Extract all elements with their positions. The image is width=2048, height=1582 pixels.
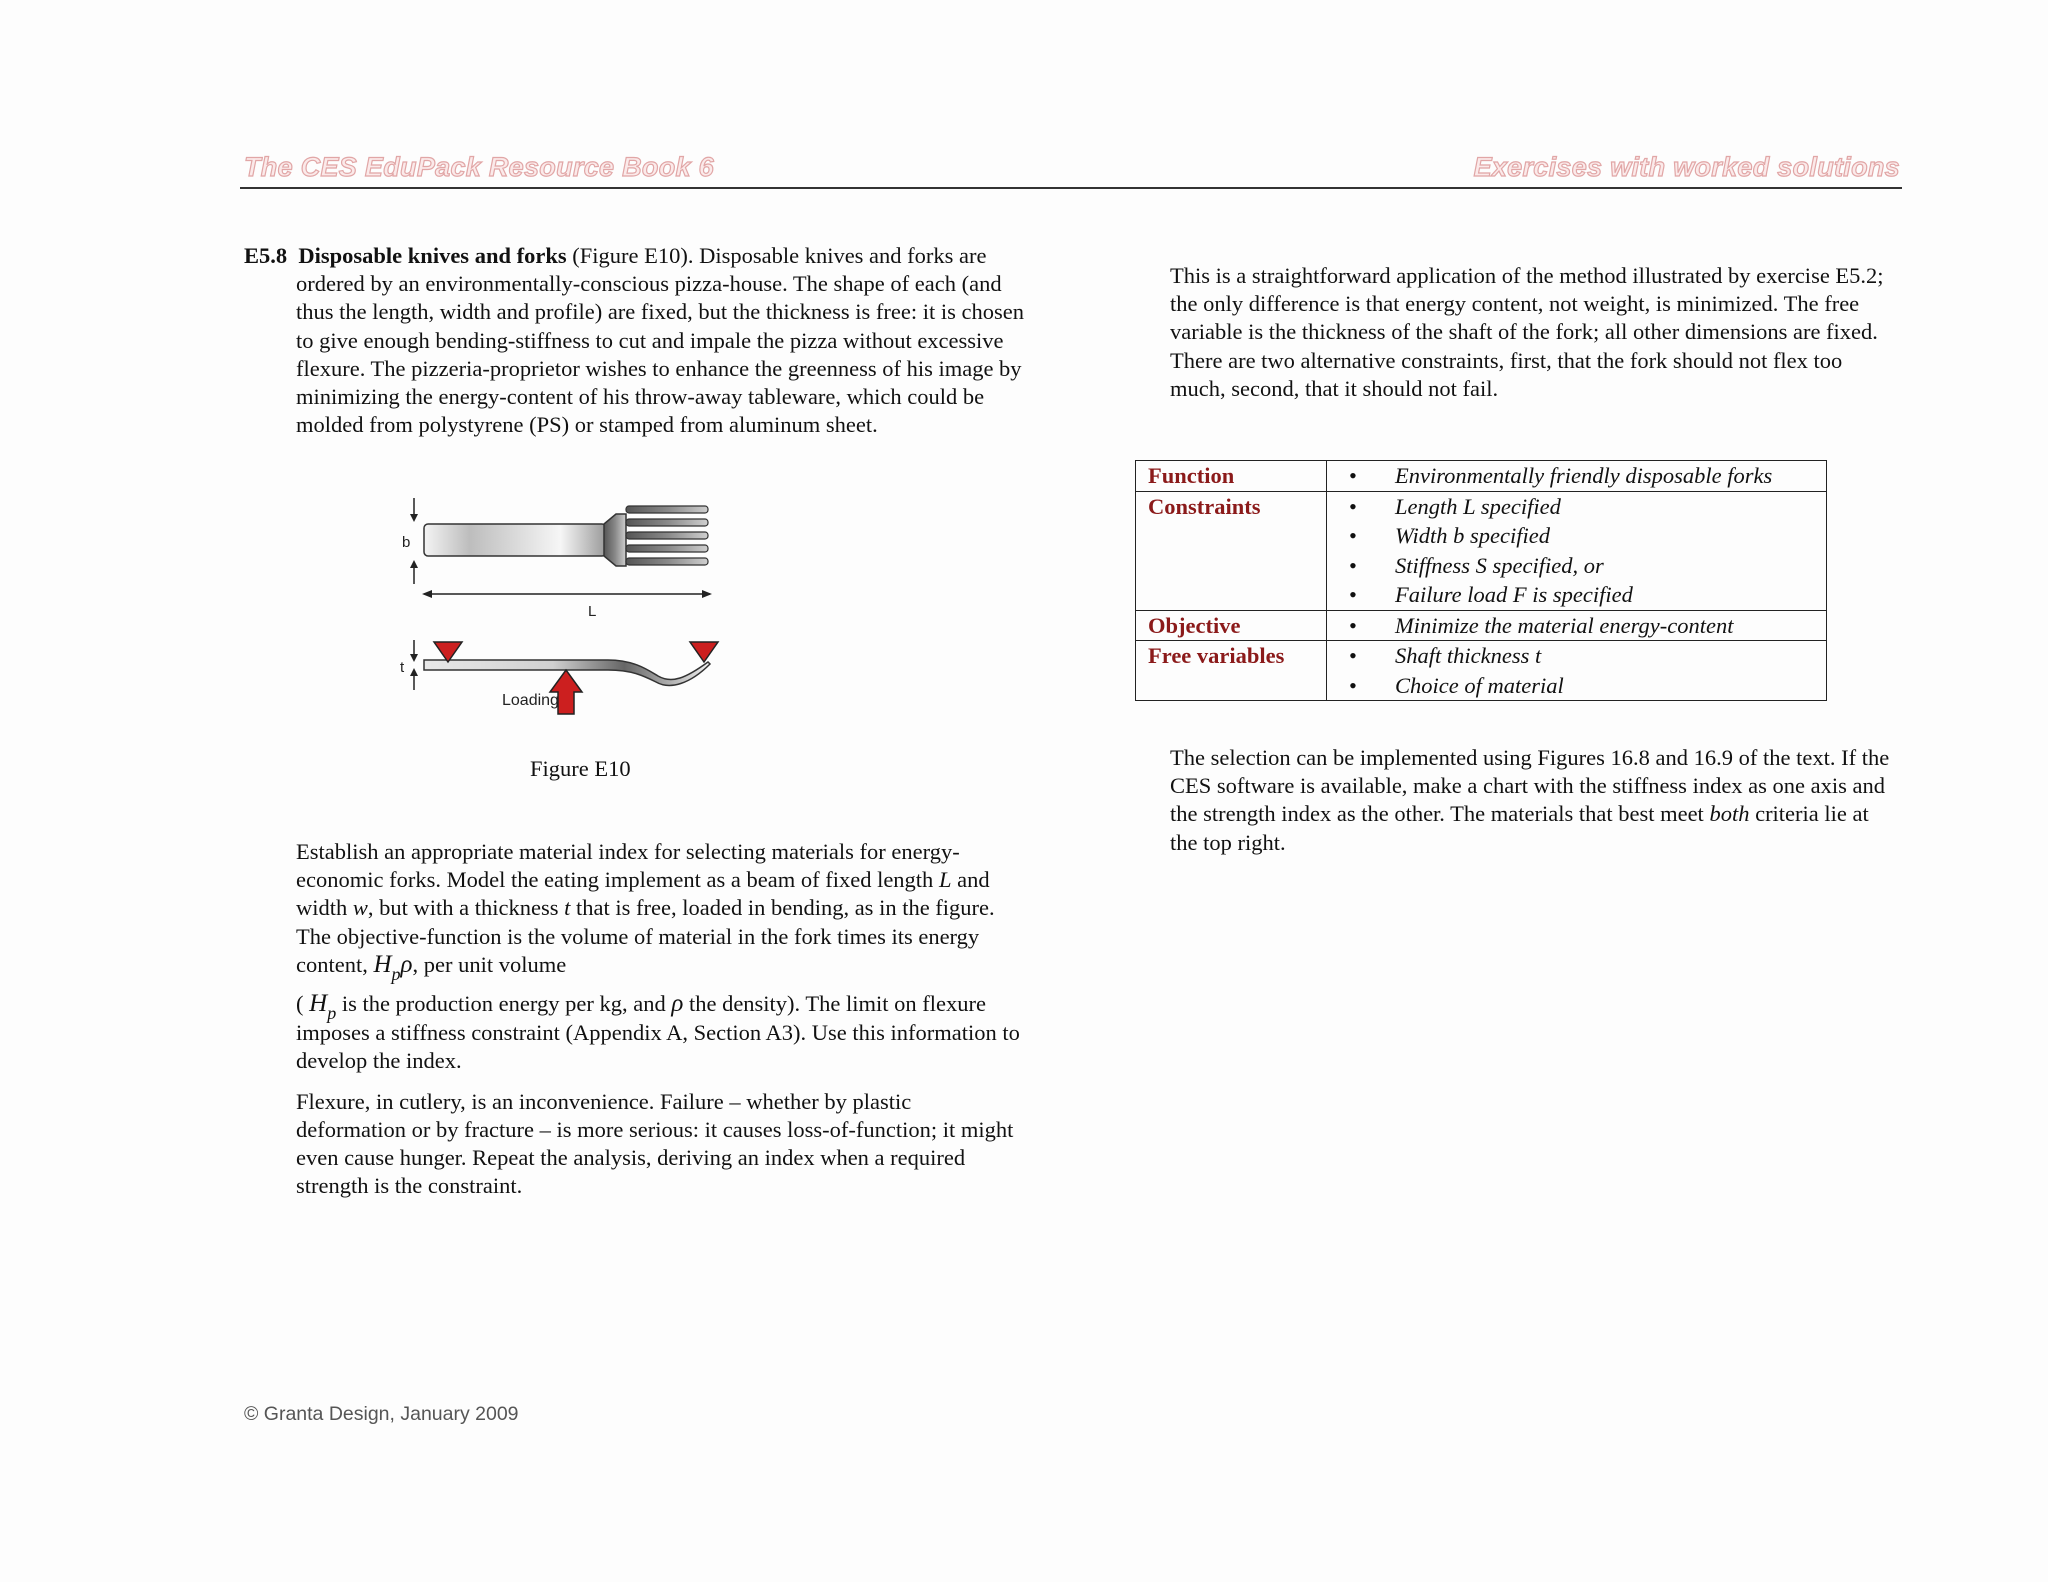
label-loading: Loading (502, 692, 559, 709)
question-instructions (296, 838, 1026, 1212)
answer-intro: This is a straightforward application of the method illustrated by exercise E5.2; the only difference is that energy content, not weight, is minimized. The free variable is the thickness of the shaft of the fork; all other dimensions are fixed. There are two alternative constraints, first, that the fork should not flex too much, second, that it should not fail. (1170, 263, 1884, 401)
fork-figure (386, 492, 806, 742)
footer-copyright: © Granta Design, January 2009 (244, 1403, 519, 1425)
table-row (1136, 641, 1827, 701)
fork-tine (626, 545, 708, 552)
row-items (1327, 491, 1827, 610)
symbol-w: w (352, 895, 368, 921)
fork-tine (626, 519, 708, 526)
text-run: , per unit volume (412, 951, 567, 977)
label-b: b (402, 534, 411, 551)
right-support-arrow (690, 642, 718, 662)
fork-tine (626, 558, 708, 565)
text-run: , but with a thickness (367, 895, 565, 921)
question-title: Disposable knives and forks (298, 243, 567, 268)
header-divider (240, 187, 1902, 189)
symbol-t: t (564, 895, 571, 921)
b-arrow-up (410, 560, 418, 568)
row-items (1327, 610, 1827, 641)
question-paragraph-3: Flexure, in cutlery, is an inconvenience. Failure – whether by plastic deformation or by fracture – is more serious: it causes loss-of-function; it might even cause hunger. Repeat the analysis, deriving an index when a required strength is the constraint. (296, 1088, 1014, 1199)
row-label-function: Function (1136, 461, 1327, 492)
list-item: • Environmentally friendly disposable forks (1339, 461, 1826, 491)
question-text: Disposable knives and forks are ordered by an environmentally-conscious pizza-house. The shape of each (and thus the length, width and profile) are fixed, but the thickness is free: it is chosen to give enough bending-stiffness to cut and impale the pizza without excessive flexure. The pizzeria-proprietor wishes to enhance the greenness of his image by minimizing the energy-content of his throw-away tableware, which could be molded from polystyrene (PS) or stamped from aluminum sheet. (296, 243, 1024, 438)
question-paragraph-2 (296, 838, 1026, 1076)
list-item: • Shaft thickness t (1339, 641, 1826, 671)
row-label-objective: Objective (1136, 610, 1327, 641)
list-item: • Minimize the material energy-content (1339, 611, 1826, 641)
label-L: L (588, 603, 597, 620)
left-support-arrow (434, 642, 462, 662)
row-label-constraints: Constraints (1136, 491, 1327, 610)
row-items (1327, 641, 1827, 701)
header-book-title: The CES EduPack Resource Book 6 (244, 152, 714, 182)
list-item: • Choice of material (1339, 671, 1826, 701)
text-run: ( $H_p$ is the production energy per kg, and ρ the density). The limit on flexure imposes a stiffness constraint (Appendix A, Section A3). Use this information to develop the index. (296, 990, 1020, 1074)
row-items (1327, 461, 1827, 492)
L-arrow-left (422, 590, 432, 598)
header-section-title: Exercises with worked solutions (1473, 152, 1900, 182)
table-row (1136, 461, 1827, 492)
symbol-L: L (938, 867, 952, 893)
text-run: The selection can be implemented using Figures 16.8 and 16.9 of the text. If the CES software is available, make a chart with the stiffness index as one axis and the strength index as the other. The materials that best meet (1170, 745, 1890, 827)
b-arrow-down (410, 514, 418, 522)
L-arrow-right (702, 590, 712, 598)
symbol-Hp-rho: $H_p\rho$ (373, 950, 413, 984)
table-row (1136, 491, 1827, 610)
t-arrow-up (410, 668, 418, 676)
emphasis-both: both (1709, 801, 1750, 827)
row-label-free-variables: Free variables (1136, 641, 1327, 701)
answer-selection (1170, 744, 1895, 857)
list-item: • Length L specified (1339, 492, 1826, 522)
text-run: that is free, loaded in bending, as in the figure. The objective-function is the volume of material in the fork times its energy content, (296, 895, 995, 977)
label-t: t (400, 659, 405, 676)
figure-reference: (Figure E10). (572, 243, 694, 268)
list-item: • Stiffness S specified, or (1339, 551, 1826, 581)
list-item: • Width b specified (1339, 521, 1826, 551)
question-paragraph-1 (244, 242, 1024, 439)
design-requirements-table (1135, 460, 1827, 701)
t-arrow-down (410, 654, 418, 662)
question-number: E5.8 (244, 243, 288, 268)
text-run: Establish an appropriate material index for selecting materials for energy-economic forks. Model the eating implement as a beam of fixed length (296, 839, 960, 893)
list-item: • Failure load F is specified (1339, 580, 1826, 610)
figure-caption: Figure E10 (530, 756, 631, 781)
fork-tine (626, 506, 708, 513)
fork-handle-top (424, 524, 606, 556)
fork-tine (626, 532, 708, 539)
table-row (1136, 610, 1827, 641)
question-block (244, 242, 1024, 439)
fork-neck (604, 514, 626, 566)
text-run: and width (296, 867, 990, 921)
text-run: criteria lie at the top right. (1170, 801, 1869, 855)
